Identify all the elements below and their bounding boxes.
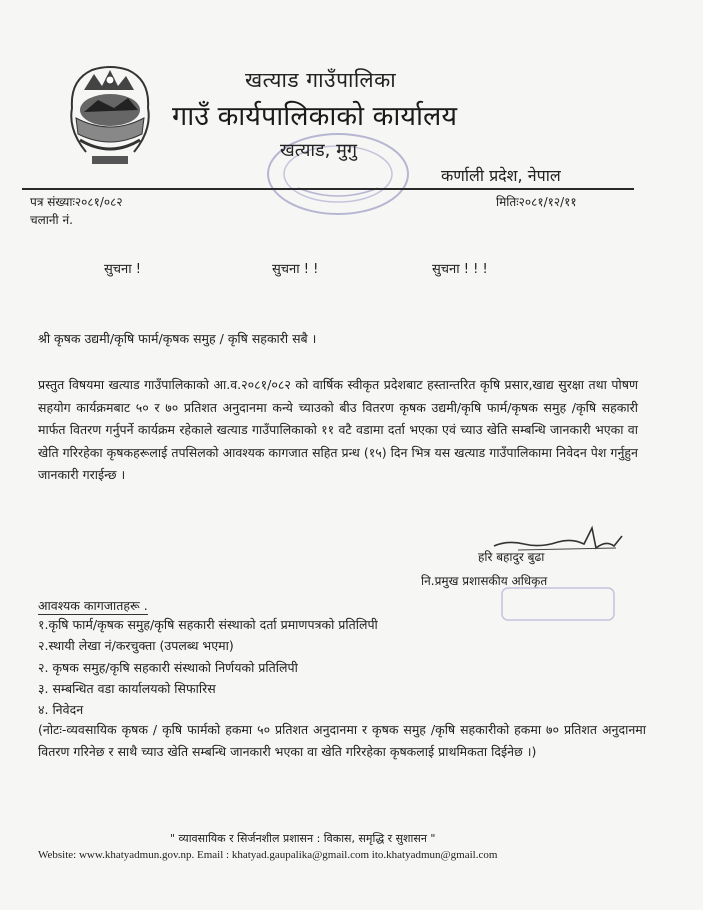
signature-stamp-icon [498,584,618,624]
nepal-emblem-icon [62,60,158,170]
signer-name: हरि बहादुर बुढा [478,550,545,564]
footer-contact: Website: www.khatyadmun.gov.np. Email : khatyad.gaupalika@gmail.com ito.khatyadmun@gmail.com [38,849,498,861]
office-location: खत्याड, मुगु [280,140,358,161]
notice-body: प्रस्तुत विषयमा खत्याड गाउँपालिकाको आ.व.२०८१/०८२ को वार्षिक स्वीकृत प्रदेशबाट हस्तान्तरित कृषि प्रसार,खाद्य सुरक्षा तथा पोषण सहयोग कार्यक्रमबाट ५० र ७० प्रतिशत अनुदानमा कन्ये च्याउको बीउ वितरण कृषक उद्यमी/कृषि फार्म/कृषक समुह /कृषि सहकारी मार्फत वितरण गर्नुपर्ने कार्यक्रम रहेकाले खत्याड गाउँपालिकाको ११ वटै वडामा दर्ता भएका एवं च्याउ खेति सम्बन्धि जानकारी भएका वा खेति गरिरहेका कृषकहरूलाई तपसिलको आवश्यक कागजात सहित प्रन्ध (१५) दिन भित्र यस खत्याड गाउँपालिकामा निवेदन पेश गर्नुहुन जानकारी गराईन्छ । [38,377,638,482]
list-item: २.स्थायी लेखा नं/करचुक्ता (उपलब्ध भएमा) [38,638,234,654]
list-item: २. कृषक समुह/कृषि सहकारी संस्थाको निर्णयको प्रतिलिपी [38,659,298,675]
list-item: ३. सम्बन्धित वडा कार्यालयको सिफारिस [38,680,216,696]
list-item: १.कृषि फार्म/कृषक समुह/कृषि सहकारी संस्थाको दर्ता प्रमाणपत्रको प्रतिलिपी [38,617,378,632]
notice-label-3: सुचना ! ! ! [432,262,488,277]
letter-date: मितिः२०८१/१२/११ [496,195,577,209]
org-name: खत्याड गाउँपालिका [245,68,397,92]
note-text: (नोटः-व्यवसायिक कृषक / कृषि फार्मको हकमा ५० प्रतिशत अनुदानमा र कृषक समुह /कृषि सहकारीको हकमा ७० प्रतिशत अनुदानमा वितरण गरिनेछ र साथै च्याउ खेति सम्बन्धि जानकारी भएका वा खेति गरिरहेका कृषकलाई प्राथमिकता दिईनेछ ।) [38,722,646,759]
dispatch-number: चलानी नं. [30,213,73,227]
notice-label-2: सुचना ! ! [272,262,319,277]
reference-number: पत्र संख्याः२०८१/०८२ [30,195,123,209]
notice-label-1: सुचना ! [104,262,141,277]
addressee: श्री कृषक उद्यमी/कृषि फार्म/कृषक समुह / कृषि सहकारी सबै । [38,331,317,346]
signer-title: नि.प्रमुख प्रशासकीय अधिकृत [421,574,548,588]
office-name: गाउँ कार्यपालिकाको कार्यालय [172,101,457,132]
list-item: ४. निवेदन [38,702,84,718]
documents-list [38,614,378,720]
header-divider [22,188,634,190]
documents-heading: आवश्यक कागजातहरू . [38,598,148,613]
footer-motto: " व्यावसायिक र सिर्जनशील प्रशासन : विकास, समृद्धि र सुशासन " [170,832,436,845]
province-name: कर्णाली प्रदेश, नेपाल [441,166,561,185]
